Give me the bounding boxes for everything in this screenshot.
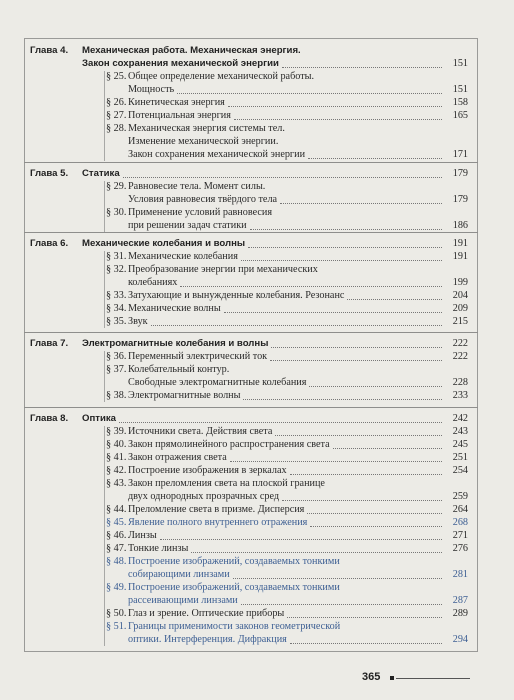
dot-leader	[290, 643, 442, 644]
section-rule	[104, 71, 105, 161]
section-page: 171	[452, 149, 468, 160]
section-page: 179	[452, 194, 468, 205]
section-title: Построение изображения в зеркалах	[128, 465, 287, 476]
section-page: 233	[452, 390, 468, 401]
dot-leader	[234, 119, 442, 120]
chapter-separator	[24, 232, 478, 233]
chapter-title: Статика	[82, 168, 120, 179]
section-page: 264	[452, 504, 468, 515]
dot-leader	[280, 203, 442, 204]
dot-leader	[308, 158, 442, 159]
section-number: § 51.	[106, 621, 127, 632]
dot-leader	[275, 435, 442, 436]
section-page: 276	[452, 543, 468, 554]
section-title: Механические волны	[128, 303, 221, 314]
section-title: колебаниях	[128, 277, 178, 288]
section-page: 271	[452, 530, 468, 541]
section-number: § 33.	[106, 290, 127, 301]
chapter-page: 151	[452, 58, 468, 69]
section-number: § 41.	[106, 452, 127, 463]
section-number: § 49.	[106, 582, 127, 593]
section-title: Звук	[128, 316, 148, 327]
dot-leader	[271, 347, 442, 348]
section-title: Глаз и зрение. Оптические приборы	[128, 608, 285, 619]
section-number: § 43.	[106, 478, 127, 489]
section-number: § 36.	[106, 351, 127, 362]
section-title: Построение изображений, создаваемых тонкими	[128, 582, 340, 593]
chapter-page: 179	[452, 168, 468, 179]
section-title: Закон отражения света	[128, 452, 227, 463]
section-title: Линзы	[128, 530, 157, 541]
dot-leader	[177, 93, 442, 94]
dot-leader	[307, 513, 442, 514]
dot-leader	[160, 539, 442, 540]
dot-leader	[230, 461, 442, 462]
section-title: Потенциальная энергия	[128, 110, 231, 121]
page-number: 365	[362, 671, 381, 683]
chapter-title: Механическая работа. Механическая энергия.	[82, 45, 301, 56]
chapter-title: Механические колебания и волны	[82, 238, 246, 249]
section-rule	[104, 426, 105, 646]
section-page: 158	[452, 97, 468, 108]
chapter-label: Глава 4.	[30, 45, 69, 56]
section-page: 268	[452, 517, 468, 528]
chapter-title: Электромагнитные колебания и волны	[82, 338, 269, 349]
dot-leader	[243, 399, 442, 400]
dot-leader	[347, 299, 442, 300]
section-number: § 39.	[106, 426, 127, 437]
section-number: § 30.	[106, 207, 127, 218]
section-number: § 38.	[106, 390, 127, 401]
section-number: § 44.	[106, 504, 127, 515]
footer-rule	[396, 678, 470, 679]
section-page: 243	[452, 426, 468, 437]
section-title: Условия равновесия твёрдого тела	[128, 194, 278, 205]
section-number: § 34.	[106, 303, 127, 314]
section-number: § 28.	[106, 123, 127, 134]
chapter-title: Закон сохранения механической энергии	[82, 58, 279, 69]
section-number: § 46.	[106, 530, 127, 541]
section-title: Построение изображений, создаваемых тонкими	[128, 556, 340, 567]
section-title: Применение условий равновесия	[128, 207, 273, 218]
chapter-label: Глава 8.	[30, 413, 69, 424]
section-title: Закон преломления света на плоской границе	[128, 478, 325, 489]
section-title: Мощность	[128, 84, 175, 95]
section-page: 151	[452, 84, 468, 95]
dot-leader	[191, 552, 442, 553]
section-title: Тонкие линзы	[128, 543, 189, 554]
dot-leader	[123, 177, 442, 178]
dot-leader	[270, 360, 442, 361]
section-page: 251	[452, 452, 468, 463]
chapter-separator	[24, 162, 478, 163]
section-title: рассеивающими линзами	[128, 595, 238, 606]
chapter-label: Глава 5.	[30, 168, 69, 179]
section-number: § 26.	[106, 97, 127, 108]
chapter-page: 191	[452, 238, 468, 249]
dot-leader	[250, 229, 442, 230]
section-page: 191	[452, 251, 468, 262]
dot-leader	[233, 578, 442, 579]
section-rule	[104, 251, 105, 328]
section-page: 222	[452, 351, 468, 362]
section-page: 287	[452, 595, 468, 606]
section-title: Общее определение механической работы.	[128, 71, 315, 82]
section-title: Источники света. Действия света	[128, 426, 273, 437]
chapter-separator	[24, 407, 478, 408]
dot-leader	[282, 67, 442, 68]
section-title: Преломление света в призме. Дисперсия	[128, 504, 305, 515]
section-number: § 27.	[106, 110, 127, 121]
section-title: Закон прямолинейного распространения света	[128, 439, 330, 450]
section-page: 289	[452, 608, 468, 619]
dot-leader	[309, 386, 442, 387]
section-number: § 47.	[106, 543, 127, 554]
section-number: § 35.	[106, 316, 127, 327]
section-title: Закон сохранения механической энергии	[128, 149, 306, 160]
section-page: 259	[452, 491, 468, 502]
section-page: 186	[452, 220, 468, 231]
section-number: § 45.	[106, 517, 127, 528]
dot-leader	[241, 604, 442, 605]
section-title: Явление полного внутреннего отражения	[128, 517, 308, 528]
section-title: оптики. Интерференция. Дифракция	[128, 634, 287, 645]
section-title: Преобразование энергии при механических	[128, 264, 318, 275]
section-title: Переменный электрический ток	[128, 351, 268, 362]
section-number: § 31.	[106, 251, 127, 262]
dot-leader	[224, 312, 442, 313]
section-title: Изменение механической энергии.	[128, 136, 279, 147]
section-title: при решении задач статики	[128, 220, 247, 231]
section-page: 215	[452, 316, 468, 327]
section-page: 281	[452, 569, 468, 580]
chapter-label: Глава 6.	[30, 238, 69, 249]
section-page: 209	[452, 303, 468, 314]
section-page: 245	[452, 439, 468, 450]
section-title: собирающими линзами	[128, 569, 230, 580]
section-rule	[104, 181, 105, 232]
section-title: Границы применимости законов геометрической	[128, 621, 341, 632]
section-number: § 42.	[106, 465, 127, 476]
section-page: 165	[452, 110, 468, 121]
section-title: Свободные электромагнитные колебания	[128, 377, 307, 388]
dot-leader	[228, 106, 442, 107]
section-number: § 37.	[106, 364, 127, 375]
dot-leader	[287, 617, 442, 618]
chapter-page: 242	[452, 413, 468, 424]
footer-marker	[390, 676, 394, 680]
section-page: 199	[452, 277, 468, 288]
section-title: двух однородных прозрачных сред	[128, 491, 280, 502]
section-number: § 25.	[106, 71, 127, 82]
dot-leader	[119, 422, 442, 423]
chapter-separator	[24, 332, 478, 333]
section-title: Электромагнитные волны	[128, 390, 241, 401]
section-title: Затухающие и вынужденные колебания. Резонанс	[128, 290, 345, 301]
section-title: Равновесие тела. Момент силы.	[128, 181, 266, 192]
section-title: Кинетическая энергия	[128, 97, 225, 108]
section-number: § 32.	[106, 264, 127, 275]
section-page: 254	[452, 465, 468, 476]
section-title: Механические колебания	[128, 251, 238, 262]
section-number: § 29.	[106, 181, 127, 192]
section-page: 228	[452, 377, 468, 388]
dot-leader	[248, 247, 442, 248]
section-rule	[104, 351, 105, 402]
chapter-page: 222	[452, 338, 468, 349]
chapter-title: Оптика	[82, 413, 116, 424]
dot-leader	[180, 286, 442, 287]
section-number: § 50.	[106, 608, 127, 619]
section-title: Механическая энергия системы тел.	[128, 123, 285, 134]
chapter-label: Глава 7.	[30, 338, 69, 349]
dot-leader	[290, 474, 442, 475]
dot-leader	[333, 448, 442, 449]
dot-leader	[241, 260, 442, 261]
section-page: 294	[452, 634, 468, 645]
dot-leader	[282, 500, 442, 501]
dot-leader	[310, 526, 442, 527]
section-number: § 48.	[106, 556, 127, 567]
section-title: Колебательный контур.	[128, 364, 230, 375]
section-page: 204	[452, 290, 468, 301]
dot-leader	[151, 325, 442, 326]
section-number: § 40.	[106, 439, 127, 450]
